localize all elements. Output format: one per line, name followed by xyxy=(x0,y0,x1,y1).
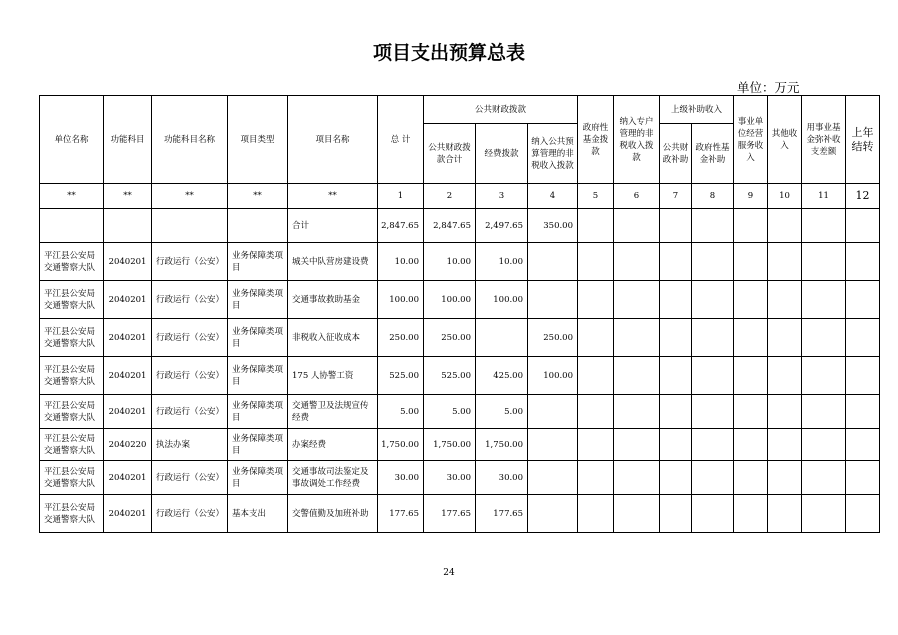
index-cell: 2 xyxy=(424,184,476,209)
index-cell: ** xyxy=(228,184,288,209)
empty-cell xyxy=(846,395,880,429)
empty-cell xyxy=(660,281,692,319)
index-cell: 3 xyxy=(476,184,528,209)
index-cell: 1 xyxy=(378,184,424,209)
index-cell: 10 xyxy=(768,184,802,209)
func-name-cell: 执法办案 xyxy=(152,429,228,461)
nontax-cell: 100.00 xyxy=(528,357,578,395)
empty-cell xyxy=(768,461,802,495)
empty-cell xyxy=(802,281,846,319)
empty-cell xyxy=(614,461,660,495)
total-label: 合计 xyxy=(288,209,378,243)
index-cell: 9 xyxy=(734,184,768,209)
table-row xyxy=(40,319,880,357)
header-public-funds: 经费拨款 xyxy=(476,124,528,184)
index-cell: 5 xyxy=(578,184,614,209)
func-code-cell: 2040201 xyxy=(104,495,152,533)
empty-cell xyxy=(578,429,614,461)
empty-cell xyxy=(578,357,614,395)
nontax-cell xyxy=(528,243,578,281)
empty-cell xyxy=(802,395,846,429)
func-name-cell: 行政运行（公安） xyxy=(152,495,228,533)
empty-cell xyxy=(692,319,734,357)
empty-cell xyxy=(802,357,846,395)
header-public-total: 公共财政拨款合计 xyxy=(424,124,476,184)
empty-cell xyxy=(660,319,692,357)
empty-cell xyxy=(768,357,802,395)
proj-name-cell: 城关中队营房建设费 xyxy=(288,243,378,281)
total-nontax: 350.00 xyxy=(528,209,578,243)
total-cell: 100.00 xyxy=(378,281,424,319)
empty-cell xyxy=(40,209,104,243)
empty-cell xyxy=(104,209,152,243)
header-sup-fund: 政府性基金补助 xyxy=(692,124,734,184)
total-funds: 2,497.65 xyxy=(476,209,528,243)
func-name-cell: 行政运行（公安） xyxy=(152,243,228,281)
nontax-cell xyxy=(528,395,578,429)
empty-cell xyxy=(846,461,880,495)
index-cell: 12 xyxy=(846,184,880,209)
empty-cell xyxy=(660,357,692,395)
proj-type-cell: 业务保障类项目 xyxy=(228,395,288,429)
func-name-cell: 行政运行（公安） xyxy=(152,319,228,357)
empty-cell xyxy=(802,461,846,495)
empty-cell xyxy=(578,495,614,533)
header-func-code: 功能科目 xyxy=(104,96,152,184)
header-service-income: 事业单位经营服务收入 xyxy=(734,96,768,184)
nontax-cell xyxy=(528,461,578,495)
empty-cell xyxy=(228,209,288,243)
header-proj-name: 项目名称 xyxy=(288,96,378,184)
table-row xyxy=(40,495,880,533)
empty-cell xyxy=(846,319,880,357)
func-code-cell: 2040201 xyxy=(104,281,152,319)
empty-cell xyxy=(768,429,802,461)
empty-cell xyxy=(614,357,660,395)
index-cell: 11 xyxy=(802,184,846,209)
empty-cell xyxy=(734,209,768,243)
empty-cell xyxy=(734,461,768,495)
unit-name-cell: 平江县公安局交通警察大队 xyxy=(40,495,104,533)
proj-type-cell: 业务保障类项目 xyxy=(228,461,288,495)
empty-cell xyxy=(614,209,660,243)
header-public-group: 公共财政拨款 xyxy=(424,96,578,124)
empty-cell xyxy=(692,395,734,429)
public-total-cell: 5.00 xyxy=(424,395,476,429)
empty-cell xyxy=(578,209,614,243)
empty-cell xyxy=(614,429,660,461)
proj-type-cell: 业务保障类项目 xyxy=(228,243,288,281)
empty-cell xyxy=(734,319,768,357)
unit-name-cell: 平江县公安局交通警察大队 xyxy=(40,357,104,395)
proj-type-cell: 业务保障类项目 xyxy=(228,357,288,395)
index-cell: ** xyxy=(288,184,378,209)
header-unit-name: 单位名称 xyxy=(40,96,104,184)
empty-cell xyxy=(692,461,734,495)
func-code-cell: 2040201 xyxy=(104,357,152,395)
total-cell: 10.00 xyxy=(378,243,424,281)
index-cell: 7 xyxy=(660,184,692,209)
empty-cell xyxy=(734,357,768,395)
funds-cell: 30.00 xyxy=(476,461,528,495)
empty-cell xyxy=(734,281,768,319)
index-cell: 6 xyxy=(614,184,660,209)
funds-cell: 425.00 xyxy=(476,357,528,395)
empty-cell xyxy=(734,495,768,533)
nontax-cell: 250.00 xyxy=(528,319,578,357)
empty-cell xyxy=(660,395,692,429)
index-cell: 4 xyxy=(528,184,578,209)
index-row xyxy=(40,184,880,209)
proj-name-cell: 175 人协警工资 xyxy=(288,357,378,395)
header-other-income: 其他收入 xyxy=(768,96,802,184)
header-carryover: 上年结转 xyxy=(846,96,880,184)
header-special-nontax: 纳入专户管理的非税收入拨款 xyxy=(614,96,660,184)
page-title: 项目支出预算总表 xyxy=(372,42,525,64)
total-cell: 525.00 xyxy=(378,357,424,395)
empty-cell xyxy=(692,209,734,243)
unit-name-cell: 平江县公安局交通警察大队 xyxy=(40,395,104,429)
empty-cell xyxy=(768,243,802,281)
empty-cell xyxy=(846,495,880,533)
func-code-cell: 2040201 xyxy=(104,395,152,429)
index-cell: 8 xyxy=(692,184,734,209)
header-func-name: 功能科目名称 xyxy=(152,96,228,184)
empty-cell xyxy=(768,395,802,429)
total-cell: 30.00 xyxy=(378,461,424,495)
index-cell: ** xyxy=(152,184,228,209)
empty-cell xyxy=(846,281,880,319)
empty-cell xyxy=(768,495,802,533)
nontax-cell xyxy=(528,281,578,319)
header-superior-group: 上级补助收入 xyxy=(660,96,734,124)
table-row xyxy=(40,281,880,319)
public-total-cell: 10.00 xyxy=(424,243,476,281)
total-cell: 5.00 xyxy=(378,395,424,429)
empty-cell xyxy=(846,209,880,243)
empty-cell xyxy=(614,243,660,281)
proj-name-cell: 交通事故司法鉴定及事故调处工作经费 xyxy=(288,461,378,495)
unit-label: 单位：万元 xyxy=(737,80,800,95)
empty-cell xyxy=(802,319,846,357)
empty-cell xyxy=(846,429,880,461)
budget-table xyxy=(39,95,880,533)
proj-name-cell: 办案经费 xyxy=(288,429,378,461)
header-fund-cover: 用事业基金弥补收支差额 xyxy=(802,96,846,184)
nontax-cell xyxy=(528,495,578,533)
empty-cell xyxy=(614,281,660,319)
empty-cell xyxy=(660,429,692,461)
empty-cell xyxy=(768,209,802,243)
funds-cell: 1,750.00 xyxy=(476,429,528,461)
empty-cell xyxy=(692,281,734,319)
total-cell: 177.65 xyxy=(378,495,424,533)
empty-cell xyxy=(614,395,660,429)
proj-type-cell: 业务保障类项目 xyxy=(228,319,288,357)
public-total-cell: 250.00 xyxy=(424,319,476,357)
page-number: 24 xyxy=(443,568,455,578)
empty-cell xyxy=(578,281,614,319)
funds-cell: 100.00 xyxy=(476,281,528,319)
unit-name-cell: 平江县公安局交通警察大队 xyxy=(40,429,104,461)
empty-cell xyxy=(660,461,692,495)
empty-cell xyxy=(578,243,614,281)
header-proj-type: 项目类型 xyxy=(228,96,288,184)
func-name-cell: 行政运行（公安） xyxy=(152,461,228,495)
empty-cell xyxy=(578,319,614,357)
empty-cell xyxy=(692,429,734,461)
header-total: 总 计 xyxy=(378,96,424,184)
total-amount: 2,847.65 xyxy=(378,209,424,243)
total-cell: 250.00 xyxy=(378,319,424,357)
public-total-cell: 177.65 xyxy=(424,495,476,533)
func-code-cell: 2040201 xyxy=(104,461,152,495)
funds-cell: 5.00 xyxy=(476,395,528,429)
table-row xyxy=(40,357,880,395)
empty-cell xyxy=(734,395,768,429)
empty-cell xyxy=(734,429,768,461)
public-total-cell: 30.00 xyxy=(424,461,476,495)
empty-cell xyxy=(692,495,734,533)
nontax-cell xyxy=(528,429,578,461)
public-total-cell: 100.00 xyxy=(424,281,476,319)
total-row xyxy=(40,209,880,243)
proj-type-cell: 业务保障类项目 xyxy=(228,281,288,319)
empty-cell xyxy=(802,243,846,281)
empty-cell xyxy=(614,319,660,357)
empty-cell xyxy=(660,495,692,533)
empty-cell xyxy=(768,319,802,357)
unit-name-cell: 平江县公安局交通警察大队 xyxy=(40,281,104,319)
index-cell: ** xyxy=(40,184,104,209)
empty-cell xyxy=(578,461,614,495)
func-code-cell: 2040201 xyxy=(104,319,152,357)
total-public: 2,847.65 xyxy=(424,209,476,243)
proj-name-cell: 非税收入征收成本 xyxy=(288,319,378,357)
index-cell: ** xyxy=(104,184,152,209)
table-row xyxy=(40,243,880,281)
empty-cell xyxy=(692,357,734,395)
empty-cell xyxy=(578,395,614,429)
unit-name-cell: 平江县公安局交通警察大队 xyxy=(40,461,104,495)
empty-cell xyxy=(152,209,228,243)
empty-cell xyxy=(802,429,846,461)
unit-name-cell: 平江县公安局交通警察大队 xyxy=(40,319,104,357)
table-row xyxy=(40,429,880,461)
func-name-cell: 行政运行（公安） xyxy=(152,357,228,395)
empty-cell xyxy=(692,243,734,281)
proj-type-cell: 业务保障类项目 xyxy=(228,429,288,461)
funds-cell xyxy=(476,319,528,357)
proj-name-cell: 交警值勤及加班补助 xyxy=(288,495,378,533)
empty-cell xyxy=(734,243,768,281)
func-name-cell: 行政运行（公安） xyxy=(152,281,228,319)
table-row xyxy=(40,395,880,429)
header-row-1 xyxy=(40,96,880,124)
empty-cell xyxy=(614,495,660,533)
funds-cell: 177.65 xyxy=(476,495,528,533)
proj-name-cell: 交通警卫及法规宣传经费 xyxy=(288,395,378,429)
empty-cell xyxy=(660,209,692,243)
empty-cell xyxy=(846,243,880,281)
funds-cell: 10.00 xyxy=(476,243,528,281)
func-code-cell: 2040201 xyxy=(104,243,152,281)
empty-cell xyxy=(802,495,846,533)
public-total-cell: 1,750.00 xyxy=(424,429,476,461)
table-row xyxy=(40,461,880,495)
empty-cell xyxy=(802,209,846,243)
empty-cell xyxy=(846,357,880,395)
proj-name-cell: 交通事故救助基金 xyxy=(288,281,378,319)
empty-cell xyxy=(768,281,802,319)
func-code-cell: 2040220 xyxy=(104,429,152,461)
unit-name-cell: 平江县公安局交通警察大队 xyxy=(40,243,104,281)
header-gov-fund: 政府性基金拨款 xyxy=(578,96,614,184)
header-sup-public: 公共财政补助 xyxy=(660,124,692,184)
public-total-cell: 525.00 xyxy=(424,357,476,395)
empty-cell xyxy=(660,243,692,281)
header-public-nontax: 纳入公共预算管理的非税收入拨款 xyxy=(528,124,578,184)
total-cell: 1,750.00 xyxy=(378,429,424,461)
proj-type-cell: 基本支出 xyxy=(228,495,288,533)
func-name-cell: 行政运行（公安） xyxy=(152,395,228,429)
